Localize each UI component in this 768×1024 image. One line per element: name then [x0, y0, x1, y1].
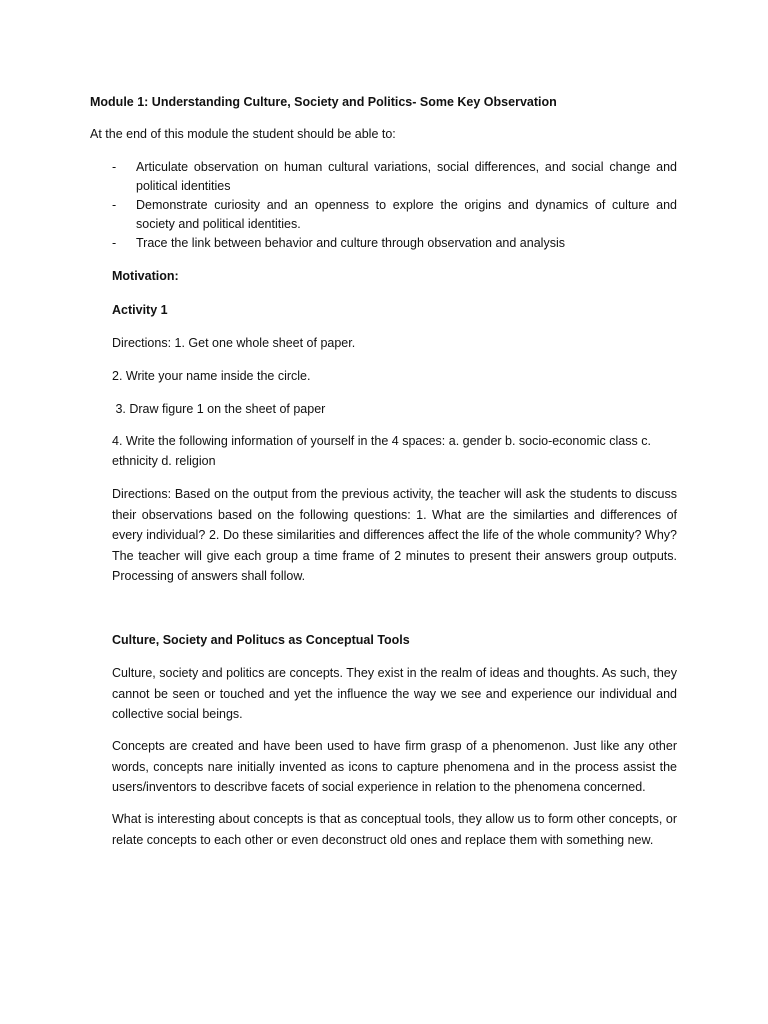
motivation-heading: Motivation: [112, 269, 179, 283]
discussion-directions: Directions: Based on the output from the previous activity, the teacher will ask the students to discuss their observations based on the following questions: 1. What are the similarties and differences of every individual? 2. Do these similarities and differences affect the life of the whole community? Why? The teacher will give each group a time frame of 2 minutes to present their answers group outputs. Processing of answers shall follow. [112, 487, 677, 583]
concepts-paragraph-1: Culture, society and politics are concepts. They exist in the realm of ideas and thoughts. As such, they cannot be seen or touched and yet the influence the way we see and experience our individual and collective social beings. [112, 666, 677, 721]
directions-step-2: 2. Write your name inside the circle. [112, 369, 311, 383]
directions-step-1: Directions: 1. Get one whole sheet of paper. [112, 336, 356, 350]
module-title: Module 1: Understanding Culture, Society and Politics- Some Key Observation [90, 95, 557, 109]
directions-step-3: 3. Draw figure 1 on the sheet of paper [112, 402, 326, 416]
activity-heading: Activity 1 [112, 303, 168, 317]
objective-item [112, 196, 677, 234]
module-intro: At the end of this module the student should be able to: [90, 127, 396, 141]
objective-item [112, 234, 677, 253]
concepts-paragraph-2: Concepts are created and have been used to have firm grasp of a phenomenon. Just like any other words, concepts nare initially invented as icons to capture phenomena and in the process assist the users/inventors to describve facets of social experience in relation to the phenomena concerned. [112, 739, 677, 794]
bullet-dash: - [112, 198, 117, 212]
directions-step-4: 4. Write the following information of yourself in the 4 spaces: a. gender b. socio-economic class c. ethnicity d. religion [112, 434, 651, 468]
bullet-dash: - [112, 236, 117, 250]
concepts-heading: Culture, Society and Politucs as Conceptual Tools [112, 633, 410, 647]
objective-text: Articulate observation on human cultural variations, social differences, and social change and political identities [136, 160, 677, 193]
objectives-list [112, 158, 677, 253]
objective-item [112, 158, 677, 196]
objective-text: Trace the link between behavior and culture through observation and analysis [136, 236, 565, 250]
bullet-dash: - [112, 160, 117, 174]
objective-text: Demonstrate curiosity and an openness to explore the origins and dynamics of culture and society and political identities. [136, 198, 677, 231]
concepts-paragraph-3: What is interesting about concepts is that as conceptual tools, they allow us to form other concepts, or relate concepts to each other or even deconstruct old ones and replace them with something new. [112, 812, 677, 847]
